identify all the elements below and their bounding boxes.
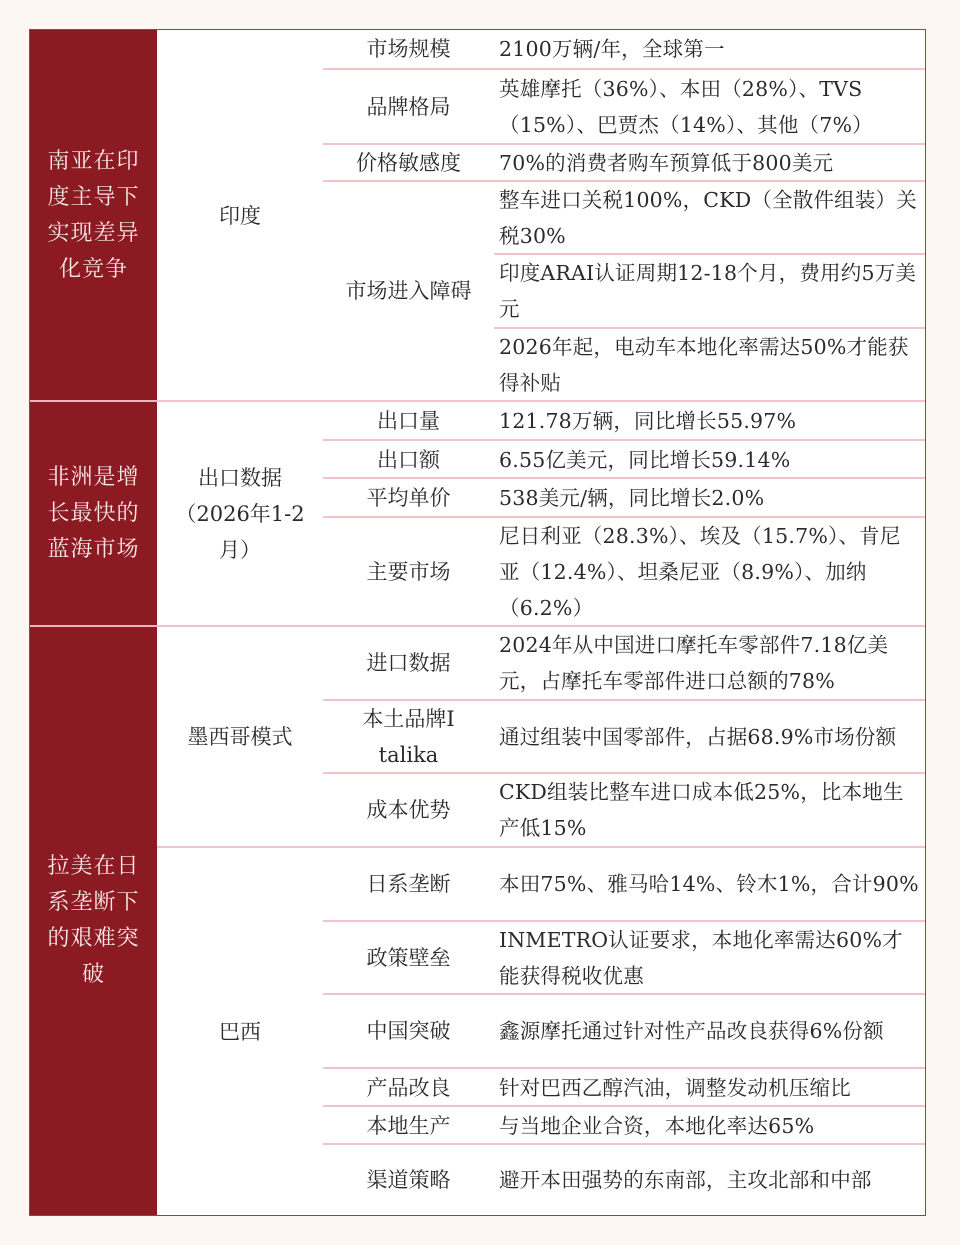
row-value-text: 与当地企业合资，本地化率达65% xyxy=(499,1113,815,1138)
row-value-text: 6.55亿美元，同比增长59.14% xyxy=(499,447,791,472)
row-label xyxy=(323,848,494,920)
row-value-text: 2026年起，电动车本地化率需达50%才能获得补贴 xyxy=(499,334,909,395)
row-value xyxy=(494,329,925,400)
section-header-africa xyxy=(30,402,157,626)
group-label-text: 出口数据（2026年1-2月） xyxy=(175,466,305,562)
row-label xyxy=(323,441,494,478)
row-value-text: CKD组装比整车进口成本低25%，比本地生产低15% xyxy=(499,780,904,840)
row-label xyxy=(323,995,494,1067)
row-value xyxy=(494,145,925,181)
group-label-export-data xyxy=(157,402,323,626)
section-title: 南亚在印度主导下实现差异化竞争 xyxy=(47,148,140,282)
row-value xyxy=(494,627,925,699)
row-value xyxy=(494,402,925,439)
row-label xyxy=(323,402,494,439)
row-label xyxy=(323,627,494,699)
row-value-text: 121.78万辆，同比增长55.97% xyxy=(499,408,797,433)
row-label xyxy=(323,182,494,400)
row-label xyxy=(323,774,494,846)
row-value xyxy=(494,1107,925,1144)
row-value xyxy=(494,922,925,994)
row-value xyxy=(494,182,925,254)
section-title: 拉美在日系垄断下的艰难突破 xyxy=(47,854,140,987)
section-title: 非洲是增长最快的蓝海市场 xyxy=(47,465,140,562)
row-label-text: 出口量 xyxy=(377,408,440,433)
row-label xyxy=(323,701,494,773)
row-label-text: 进口数据 xyxy=(366,651,451,675)
row-label-text: 本地生产 xyxy=(366,1113,451,1138)
row-label-text: 品牌格局 xyxy=(366,94,451,119)
row-label xyxy=(323,1145,494,1215)
row-label-text: 政策壁垒 xyxy=(366,946,451,970)
row-value xyxy=(494,441,925,478)
group-label-india xyxy=(157,30,323,401)
row-value-text: 2024年从中国进口摩托车零部件7.18亿美元，占摩托车零部件进口总额的78% xyxy=(499,633,889,693)
row-value-text: 针对巴西乙醇汽油，调整发动机压缩比 xyxy=(499,1075,851,1100)
row-label-text: 本土品牌Italika xyxy=(362,707,455,767)
row-value xyxy=(494,70,925,143)
row-label xyxy=(323,30,494,68)
row-value xyxy=(494,701,925,773)
row-value xyxy=(494,1145,925,1215)
row-label-text: 日系垄断 xyxy=(366,872,451,896)
group-label-text: 印度 xyxy=(219,203,261,228)
row-label xyxy=(323,922,494,994)
row-value-text: 鑫源摩托通过针对性产品改良获得6%份额 xyxy=(499,1019,884,1043)
row-value-text: 整车进口关税100%，CKD（全散件组装）关税30% xyxy=(499,188,917,248)
row-label-text: 成本优势 xyxy=(366,798,451,822)
row-label-text: 产品改良 xyxy=(366,1075,451,1100)
row-value-text: 印度ARAI认证周期12-18个月，费用约5万美元 xyxy=(499,261,917,321)
row-value-text: INMETRO认证要求，本地化率需达60%才能获得税收优惠 xyxy=(499,928,903,988)
row-value xyxy=(494,30,925,68)
market-comparison-table xyxy=(29,29,926,1216)
row-label xyxy=(323,145,494,181)
row-label-text: 出口额 xyxy=(377,447,440,472)
row-value-text: 2100万辆/年，全球第一 xyxy=(499,37,725,61)
group-label-text: 墨西哥模式 xyxy=(187,724,293,749)
row-label-text: 市场规模 xyxy=(366,37,451,61)
row-label-text: 中国突破 xyxy=(366,1019,451,1043)
group-label-text: 巴西 xyxy=(219,1019,261,1044)
row-label xyxy=(323,70,494,143)
row-value xyxy=(494,1069,925,1106)
row-value xyxy=(494,848,925,920)
row-label-text: 平均单价 xyxy=(366,485,451,510)
row-value-text: 英雄摩托（36%）、本田（28%）、TVS（15%）、巴贾杰（14%）、其他（7%） xyxy=(499,76,873,137)
row-label-text: 市场进入障碍 xyxy=(345,279,472,303)
row-value-text: 538美元/辆，同比增长2.0% xyxy=(499,485,765,510)
row-value-text: 本田75%、雅马哈14%、铃木1%，合计90% xyxy=(499,872,919,896)
row-label-text: 价格敏感度 xyxy=(356,151,461,175)
row-value-text: 避开本田强势的东南部，主攻北部和中部 xyxy=(499,1168,872,1192)
row-label xyxy=(323,1107,494,1144)
row-label-text: 渠道策略 xyxy=(366,1168,451,1192)
row-label-text: 主要市场 xyxy=(366,559,451,584)
group-label-brazil xyxy=(157,848,323,1215)
row-value-text: 尼日利亚（28.3%）、埃及（15.7%）、肯尼亚（12.4%）、坦桑尼亚（8.9%）、加纳（6.2%） xyxy=(499,523,901,620)
row-value xyxy=(494,774,925,846)
row-value xyxy=(494,995,925,1067)
row-value xyxy=(494,255,925,327)
row-value-text: 通过组装中国零部件，占据68.9%市场份额 xyxy=(499,725,897,749)
group-label-mexico xyxy=(157,627,323,846)
row-label xyxy=(323,479,494,516)
row-label xyxy=(323,518,494,625)
section-header-latin-america xyxy=(30,627,157,1215)
row-value xyxy=(494,518,925,625)
row-label xyxy=(323,1069,494,1106)
row-value xyxy=(494,479,925,516)
section-header-south-asia xyxy=(30,30,157,401)
row-value-text: 70%的消费者购车预算低于800美元 xyxy=(499,151,834,175)
